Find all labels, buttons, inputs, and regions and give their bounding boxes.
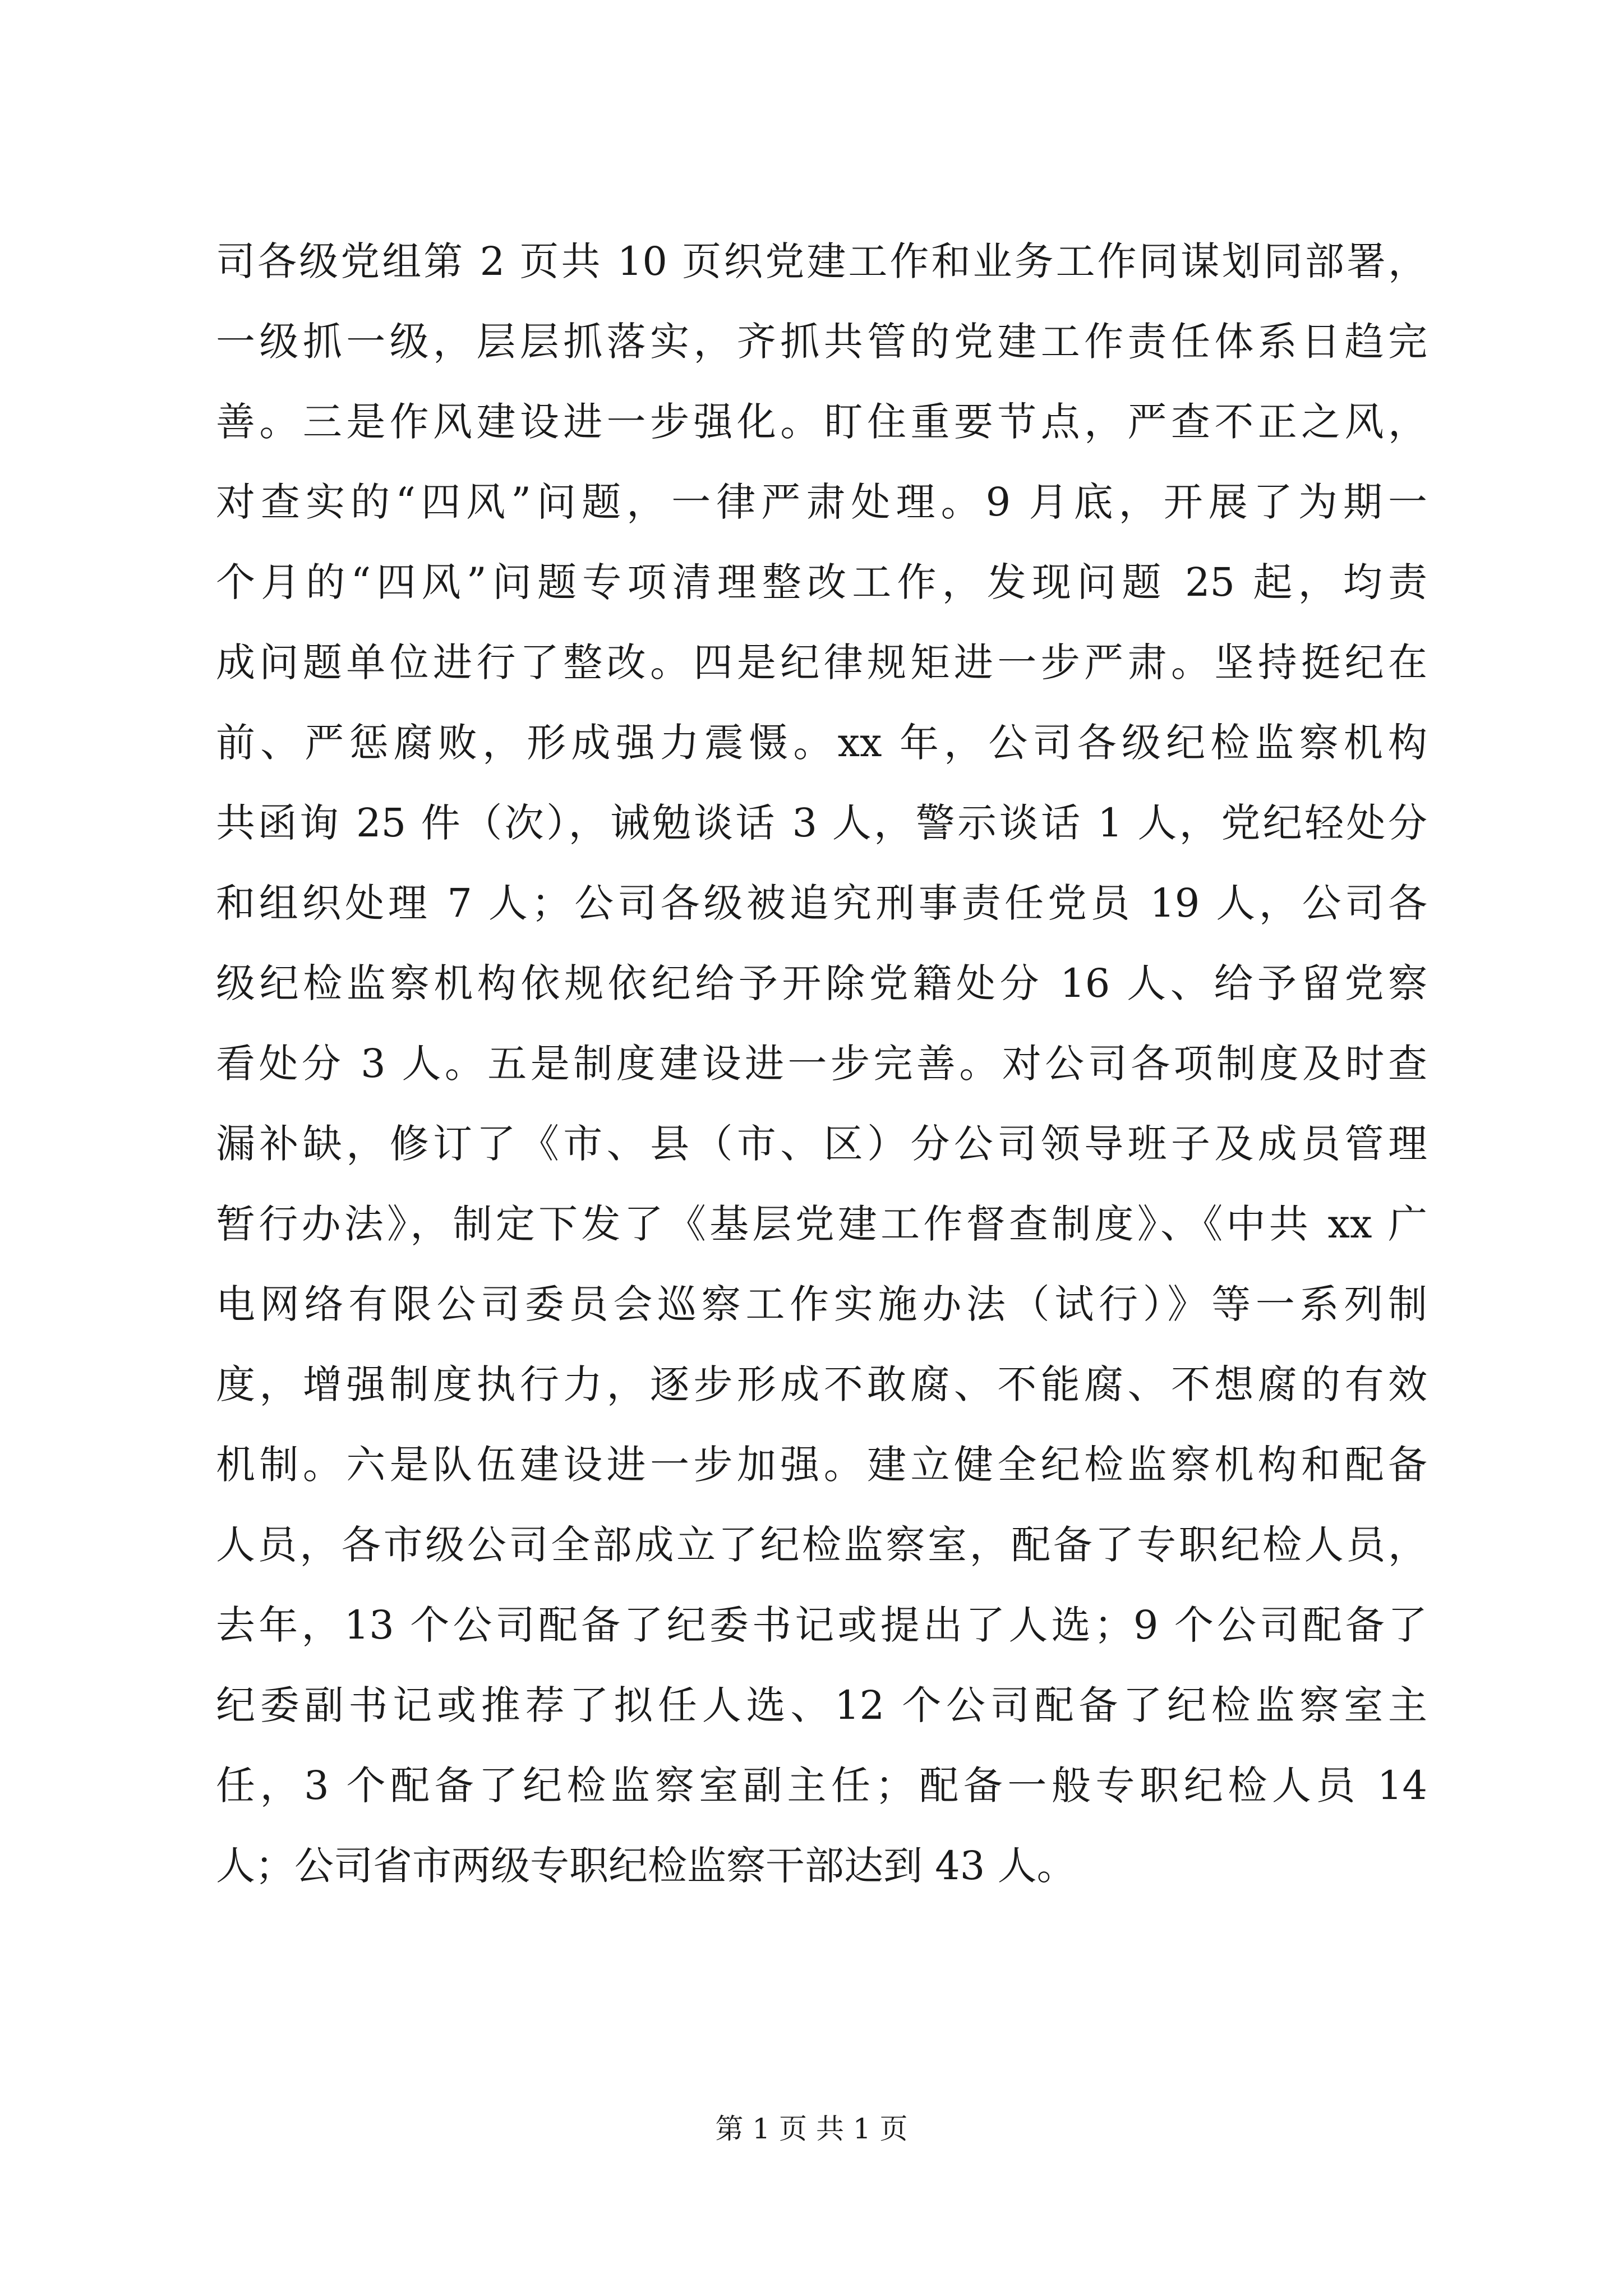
text-line: 司各级党组第 2 页共 10 页织党建工作和业务工作同谋划同部署， [216,238,1427,284]
text-line: 漏补缺，修订了《市、县（市、区）分公司领导班子及成员管理 [216,1121,1427,1167]
text-line: 暂行办法》，制定下发了《基层党建工作督查制度》、《中共 xx 广 [216,1201,1427,1247]
text-line: 级纪检监察机构依规依纪给予开除党籍处分 16 人、给予留党察 [216,960,1427,1006]
text-line: 度，增强制度执行力，逐步形成不敢腐、不能腐、不想腐的有效 [216,1361,1427,1407]
text-line: 成问题单位进行了整改。四是纪律规矩进一步严肃。坚持挺纪在 [216,639,1427,685]
body-text [216,222,1427,1906]
text-line: 机制。六是队伍建设进一步加强。建立健全纪检监察机构和配备 [216,1442,1427,1488]
text-line: 共函询 25 件（次），诫勉谈话 3 人，警示谈话 1 人，党纪轻处分 [216,800,1427,846]
text-line: 一级抓一级，层层抓落实，齐抓共管的党建工作责任体系日趋完 [216,319,1427,365]
text-line: 看处分 3 人。五是制度建设进一步完善。对公司各项制度及时查 [216,1041,1427,1087]
page-footer: 第 1 页 共 1 页 [715,2113,908,2145]
text-line: 个月的“四风”问题专项清理整改工作，发现问题 25 起，均责 [216,559,1427,605]
text-line: 人；公司省市两级专职纪检监察干部达到 43 人。 [216,1843,1076,1889]
text-line: 善。三是作风建设进一步强化。盯住重要节点，严查不正之风， [216,399,1427,445]
text-line: 人员，各市级公司全部成立了纪检监察室，配备了专职纪检人员， [216,1522,1427,1568]
text-line: 前、严惩腐败，形成强力震慑。xx 年，公司各级纪检监察机构 [216,720,1427,766]
text-line: 纪委副书记或推荐了拟任人选、12 个公司配备了纪检监察室主 [216,1682,1427,1728]
text-line: 和组织处理 7 人；公司各级被追究刑事责任党员 19 人，公司各 [216,880,1427,926]
text-line: 任，3 个配备了纪检监察室副主任；配备一般专职纪检人员 14 [216,1763,1427,1809]
text-line: 对查实的“四风”问题，一律严肃处理。9 月底，开展了为期一 [216,479,1427,525]
text-line: 去年，13 个公司配备了纪委书记或提出了人选；9 个公司配备了 [216,1602,1427,1648]
text-line: 电网络有限公司委员会巡察工作实施办法（试行）》等一系列制 [216,1281,1427,1327]
